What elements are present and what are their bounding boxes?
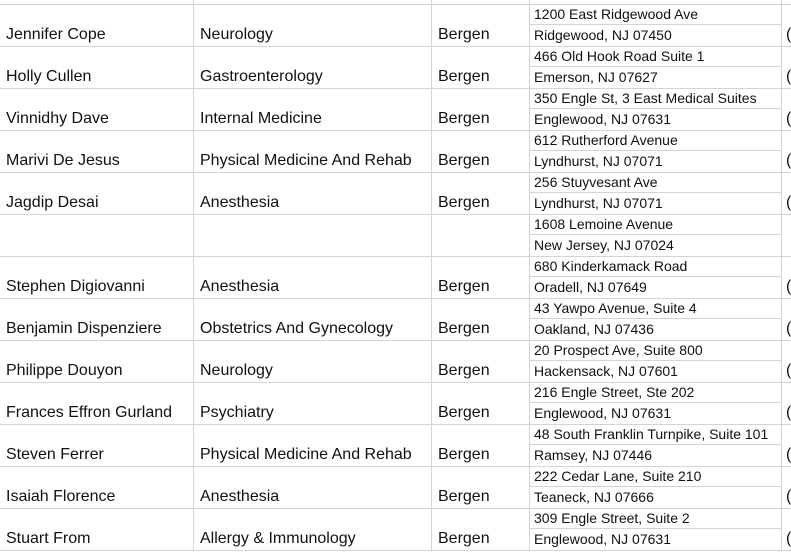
- cell-address[interactable]: [530, 424, 782, 466]
- cell-specialty[interactable]: [194, 466, 432, 508]
- cell-extra[interactable]: [782, 214, 791, 256]
- row-divider: [0, 214, 791, 215]
- table-row: [0, 256, 791, 298]
- row-divider: [0, 508, 791, 509]
- address-line2: Lyndhurst, NJ 07071: [534, 195, 663, 211]
- address-line2: New Jersey, NJ 07024: [534, 237, 674, 253]
- cell-specialty[interactable]: [194, 88, 432, 130]
- extra-text: (: [786, 362, 791, 379]
- address-line2: Lyndhurst, NJ 07071: [534, 153, 663, 169]
- cell-extra[interactable]: [782, 4, 791, 46]
- cell-county[interactable]: [432, 130, 530, 172]
- cell-name[interactable]: [0, 4, 194, 46]
- address-line1: 309 Engle Street, Suite 2: [530, 508, 782, 529]
- table-row: [0, 298, 791, 340]
- row-divider: [0, 466, 791, 467]
- table-row: [0, 4, 791, 46]
- cell-county[interactable]: [432, 88, 530, 130]
- county-text: Bergen: [438, 446, 490, 463]
- address-line2: Emerson, NJ 07627: [534, 69, 658, 85]
- cell-specialty[interactable]: [194, 382, 432, 424]
- extra-text: (: [786, 404, 791, 421]
- cell-address[interactable]: [530, 382, 782, 424]
- cell-county[interactable]: [432, 508, 530, 550]
- table-row: [0, 382, 791, 424]
- county-text: Bergen: [438, 110, 490, 127]
- cell-specialty[interactable]: [194, 424, 432, 466]
- cell-extra[interactable]: [782, 130, 791, 172]
- row-divider: [0, 298, 791, 299]
- address-line2: Oradell, NJ 07649: [534, 279, 647, 295]
- specialty-text: Physical Medicine And Rehab: [200, 152, 412, 169]
- table-row: [0, 214, 791, 256]
- cell-name[interactable]: [0, 130, 194, 172]
- cell-county[interactable]: [432, 46, 530, 88]
- specialty-text: Anesthesia: [200, 488, 280, 505]
- address-line1: 256 Stuyvesant Ave: [530, 172, 782, 193]
- row-divider: [0, 46, 791, 47]
- cell-name[interactable]: [0, 382, 194, 424]
- extra-text: (: [786, 320, 791, 337]
- table-row: [0, 340, 791, 382]
- cell-address[interactable]: [530, 172, 782, 214]
- row-divider: [0, 256, 791, 257]
- county-text: Bergen: [438, 362, 490, 379]
- address-line1: 350 Engle St, 3 East Medical Suites: [530, 88, 782, 109]
- extra-text: (: [786, 530, 791, 547]
- row-divider: [0, 550, 791, 551]
- cell-name[interactable]: [0, 298, 194, 340]
- address-line2: Oakland, NJ 07436: [534, 321, 654, 337]
- name-text: Philippe Douyon: [6, 362, 123, 379]
- table-row: [0, 130, 791, 172]
- row-divider: [0, 424, 791, 425]
- county-text: Bergen: [438, 68, 490, 85]
- cell-name[interactable]: [0, 508, 194, 550]
- extra-text: (: [786, 68, 791, 85]
- name-text: Jagdip Desai: [6, 194, 99, 211]
- row-divider: [0, 382, 791, 383]
- specialty-text: Neurology: [200, 26, 273, 43]
- cell-address[interactable]: [530, 46, 782, 88]
- cell-extra[interactable]: [782, 298, 791, 340]
- address-line2: Ramsey, NJ 07446: [534, 447, 653, 463]
- name-text: Benjamin Dispenziere: [6, 320, 162, 337]
- address-line1: 222 Cedar Lane, Suite 210: [530, 466, 782, 487]
- county-text: Bergen: [438, 278, 490, 295]
- cell-name[interactable]: [0, 424, 194, 466]
- specialty-text: Internal Medicine: [200, 110, 322, 127]
- name-text: Steven Ferrer: [6, 446, 104, 463]
- address-line2: Hackensack, NJ 07601: [534, 363, 678, 379]
- table-row: [0, 508, 791, 550]
- extra-text: (: [786, 446, 791, 463]
- name-text: Stuart From: [6, 530, 91, 547]
- address-line1: 216 Engle Street, Ste 202: [530, 382, 782, 403]
- cell-specialty[interactable]: [194, 4, 432, 46]
- county-text: Bergen: [438, 404, 490, 421]
- address-line1: 43 Yawpo Avenue, Suite 4: [530, 298, 782, 319]
- address-line2: Englewood, NJ 07631: [534, 111, 671, 127]
- address-line1: 1608 Lemoine Avenue: [530, 214, 782, 235]
- specialty-text: Allergy & Immunology: [200, 530, 356, 547]
- cell-address[interactable]: [530, 466, 782, 508]
- cell-name[interactable]: [0, 214, 194, 256]
- table-row: [0, 46, 791, 88]
- cell-name[interactable]: [0, 256, 194, 298]
- row-divider: [0, 88, 791, 89]
- specialty-text: Physical Medicine And Rehab: [200, 446, 412, 463]
- specialty-text: Neurology: [200, 362, 273, 379]
- name-text: Jennifer Cope: [6, 26, 106, 43]
- cell-specialty[interactable]: [194, 508, 432, 550]
- row-divider: [0, 4, 791, 5]
- cell-county[interactable]: [432, 340, 530, 382]
- cell-address[interactable]: [530, 88, 782, 130]
- cell-name[interactable]: [0, 88, 194, 130]
- cell-extra[interactable]: [782, 256, 791, 298]
- cell-county[interactable]: [432, 4, 530, 46]
- county-text: Bergen: [438, 152, 490, 169]
- cell-specialty[interactable]: [194, 130, 432, 172]
- row-divider: [0, 130, 791, 131]
- cell-specialty[interactable]: [194, 172, 432, 214]
- specialty-text: Anesthesia: [200, 278, 280, 295]
- cell-address[interactable]: [530, 508, 782, 550]
- cell-name[interactable]: [0, 46, 194, 88]
- cell-specialty[interactable]: [194, 298, 432, 340]
- table-row: [0, 466, 791, 508]
- cell-specialty[interactable]: [194, 340, 432, 382]
- address-line1: 20 Prospect Ave, Suite 800: [530, 340, 782, 361]
- name-text: Vinnidhy Dave: [6, 110, 109, 127]
- specialty-text: Psychiatry: [200, 404, 274, 421]
- county-text: Bergen: [438, 530, 490, 547]
- cell-extra[interactable]: [782, 382, 791, 424]
- cell-address[interactable]: [530, 256, 782, 298]
- address-line1: 466 Old Hook Road Suite 1: [530, 46, 782, 67]
- cell-county[interactable]: [432, 382, 530, 424]
- county-text: Bergen: [438, 194, 490, 211]
- cell-specialty[interactable]: [194, 256, 432, 298]
- cell-extra[interactable]: [782, 466, 791, 508]
- county-text: Bergen: [438, 320, 490, 337]
- cell-extra[interactable]: [782, 424, 791, 466]
- address-line2: Englewood, NJ 07631: [534, 531, 671, 547]
- name-text: Stephen Digiovanni: [6, 278, 145, 295]
- extra-text: (: [786, 110, 791, 127]
- cell-extra[interactable]: [782, 46, 791, 88]
- cell-extra[interactable]: [782, 340, 791, 382]
- cell-county[interactable]: [432, 172, 530, 214]
- specialty-text: Gastroenterology: [200, 68, 323, 85]
- name-text: Frances Effron Gurland: [6, 404, 173, 421]
- table-row: [0, 172, 791, 214]
- cell-specialty[interactable]: [194, 46, 432, 88]
- extra-text: (: [786, 26, 791, 43]
- row-divider: [0, 172, 791, 173]
- extra-text: (: [786, 194, 791, 211]
- row-divider: [0, 340, 791, 341]
- extra-text: (: [786, 278, 791, 295]
- cell-specialty[interactable]: [194, 214, 432, 256]
- cell-county[interactable]: [432, 424, 530, 466]
- cell-name[interactable]: [0, 340, 194, 382]
- name-text: Holly Cullen: [6, 68, 92, 85]
- table-row: [0, 424, 791, 466]
- cell-extra[interactable]: [782, 508, 791, 550]
- cell-address[interactable]: [530, 4, 782, 46]
- address-line1: 48 South Franklin Turnpike, Suite 101: [530, 424, 782, 445]
- cell-address[interactable]: [530, 298, 782, 340]
- extra-text: (: [786, 488, 791, 505]
- cell-extra[interactable]: [782, 88, 791, 130]
- address-line1: 1200 East Ridgewood Ave: [530, 4, 782, 25]
- address-line2: Ridgewood, NJ 07450: [534, 27, 672, 43]
- address-line1: 612 Rutherford Avenue: [530, 130, 782, 151]
- cell-address[interactable]: [530, 340, 782, 382]
- cell-county[interactable]: [432, 298, 530, 340]
- specialty-text: Anesthesia: [200, 194, 280, 211]
- county-text: Bergen: [438, 488, 490, 505]
- specialty-text: Obstetrics And Gynecology: [200, 320, 393, 337]
- cell-county[interactable]: [432, 466, 530, 508]
- cell-name[interactable]: [0, 466, 194, 508]
- cell-county[interactable]: [432, 214, 530, 256]
- table-row: [0, 88, 791, 130]
- address-line2: Englewood, NJ 07631: [534, 405, 671, 421]
- extra-text: (: [786, 152, 791, 169]
- county-text: Bergen: [438, 26, 490, 43]
- cell-extra[interactable]: [782, 172, 791, 214]
- name-text: Isaiah Florence: [6, 488, 116, 505]
- address-line1: 680 Kinderkamack Road: [530, 256, 782, 277]
- address-line2: Teaneck, NJ 07666: [534, 489, 654, 505]
- cell-county[interactable]: [432, 256, 530, 298]
- name-text: Marivi De Jesus: [6, 152, 120, 169]
- cell-address[interactable]: [530, 214, 782, 256]
- cell-address[interactable]: [530, 130, 782, 172]
- cell-name[interactable]: [0, 172, 194, 214]
